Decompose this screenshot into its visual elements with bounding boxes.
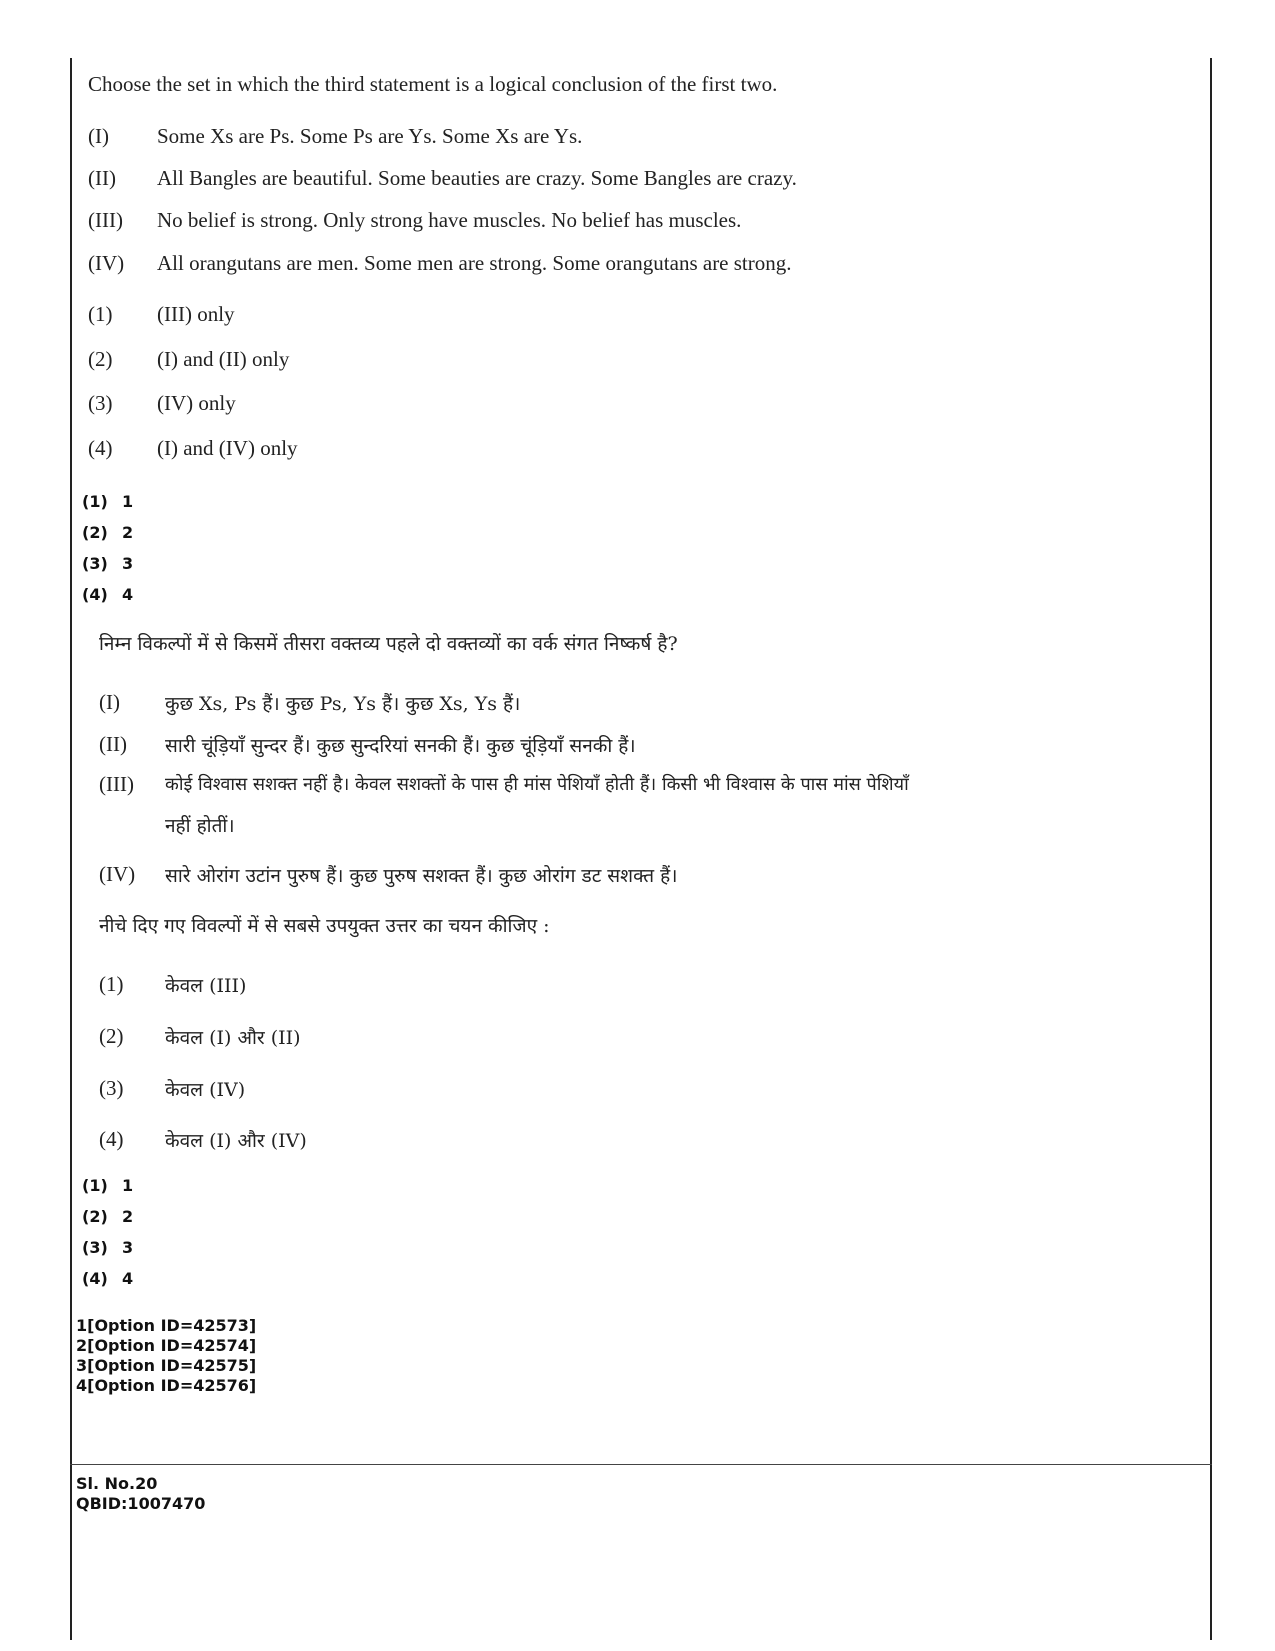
choice-text: (I) and (IV) only [157, 436, 298, 460]
choice-text: (IV) only [157, 391, 236, 415]
answer-label: (2) [82, 523, 108, 542]
choice-text: केवल (I) और (IV) [165, 1130, 307, 1152]
answer-label: (2) [82, 1207, 108, 1226]
statement-text: No belief is strong. Only strong have muscles. No belief has muscles. [157, 208, 742, 232]
answer-value: 3 [122, 554, 134, 573]
instruction-text-hindi: नीचे दिए गए विवल्पों में से सबसे उपयुक्त उत्तर का चयन कीजिए : [99, 915, 550, 937]
choice-label: (1) [88, 302, 113, 326]
serial-number: Sl. No.20 [76, 1474, 158, 1493]
option-id: 4[Option ID=42576] [76, 1376, 257, 1395]
statement-label: (IV) [88, 251, 125, 275]
statement-text-continued: नहीं होतीं। [165, 815, 235, 837]
statement-label: (I) [88, 124, 109, 148]
answer-label: (4) [82, 585, 108, 604]
choice-label: (4) [99, 1127, 124, 1151]
answer-label: (3) [82, 554, 108, 573]
option-id: 1[Option ID=42573] [76, 1316, 257, 1335]
statement-text: कुछ Xs, Ps हैं। कुछ Ps, Ys हैं। कुछ Xs, Ys हैं। [165, 693, 521, 715]
statement-text: कोई विश्वास सशक्त नहीं है। केवल सशक्तों के पास ही मांस पेशियाँ होती हैं। किसी भी विश्वास के पास मांस पेशियाँ [165, 774, 909, 795]
choice-label: (3) [88, 391, 113, 415]
statement-label: (III) [88, 208, 123, 232]
answer-label: (3) [82, 1238, 108, 1257]
choice-text: केवल (I) और (II) [165, 1027, 301, 1049]
option-id: 3[Option ID=42575] [76, 1356, 257, 1375]
choice-label: (2) [88, 347, 113, 371]
choice-label: (2) [99, 1024, 124, 1048]
answer-label: (1) [82, 492, 108, 511]
choice-label: (1) [99, 972, 124, 996]
question-text-english: Choose the set in which the third statement is a logical conclusion of the first two. [88, 72, 778, 96]
statement-text: All orangutans are men. Some men are strong. Some orangutans are strong. [157, 251, 792, 275]
statement-label: (III) [99, 772, 134, 796]
choice-text: (III) only [157, 302, 235, 326]
choice-text: (I) and (II) only [157, 347, 290, 371]
answer-label: (1) [82, 1176, 108, 1195]
answer-value: 3 [122, 1238, 134, 1257]
answer-value: 2 [122, 523, 134, 542]
question-text-hindi: निम्न विकल्पों में से किसमें तीसरा वक्तव्य पहले दो वक्तव्यों का वर्क संगत निष्कर्ष है? [99, 633, 678, 655]
answer-value: 1 [122, 1176, 134, 1195]
answer-value: 2 [122, 1207, 134, 1226]
left-border [70, 58, 72, 1640]
choice-text: केवल (IV) [165, 1079, 246, 1101]
answer-value: 1 [122, 492, 134, 511]
answer-value: 4 [122, 585, 134, 604]
answer-value: 4 [122, 1269, 134, 1288]
statement-text: Some Xs are Ps. Some Ps are Ys. Some Xs are Ys. [157, 124, 583, 148]
statement-text: सारी चूंड़ियाँ सुन्दर हैं। कुछ सुन्दरियां सनकी हैं। कुछ चूंड़ियाँ सनकी हैं। [165, 735, 636, 757]
choice-label: (3) [99, 1076, 124, 1100]
qbid: QBID:1007470 [76, 1494, 206, 1513]
option-id: 2[Option ID=42574] [76, 1336, 257, 1355]
choice-text: केवल (III) [165, 975, 247, 997]
right-border [1210, 58, 1212, 1640]
section-divider [70, 1464, 1212, 1465]
statement-label: (II) [88, 166, 116, 190]
statement-label: (IV) [99, 862, 136, 886]
statement-text: सारे ओरांग उटांन पुरुष हैं। कुछ पुरुष सशक्त हैं। कुछ ओरांग डट सशक्त हैं। [165, 865, 678, 887]
choice-label: (4) [88, 436, 113, 460]
statement-label: (I) [99, 690, 120, 714]
answer-label: (4) [82, 1269, 108, 1288]
statement-text: All Bangles are beautiful. Some beauties are crazy. Some Bangles are crazy. [157, 166, 797, 190]
statement-label: (II) [99, 732, 127, 756]
